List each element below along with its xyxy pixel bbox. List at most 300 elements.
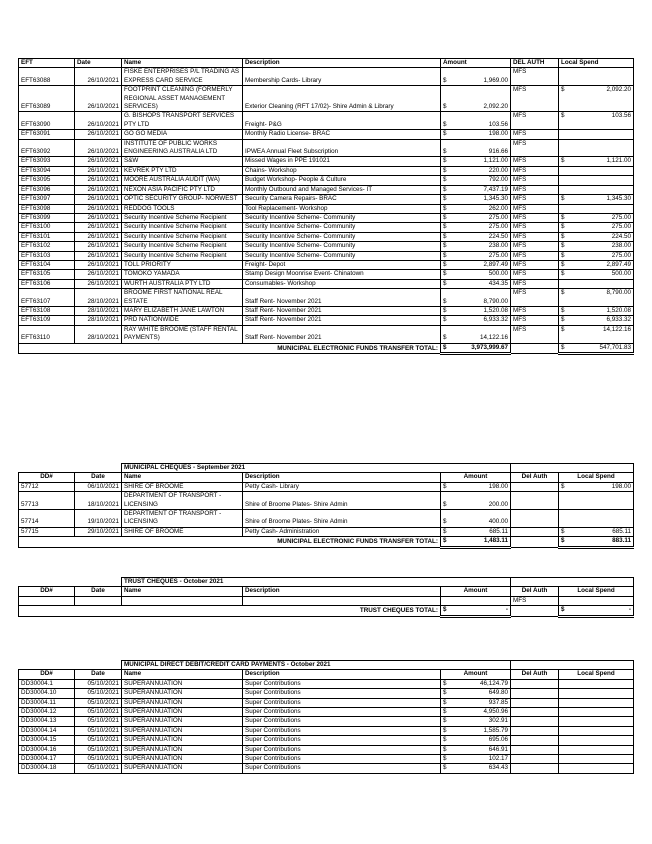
- amount: [441, 270, 511, 279]
- description: Super Contributions: [243, 745, 441, 754]
- section-title: TRUST CHEQUES - October 2021: [122, 578, 511, 587]
- eft-id: EFT63088: [19, 68, 75, 86]
- debit-id: DD30004.13: [19, 717, 75, 726]
- eft-id: EFT63097: [19, 195, 75, 204]
- description: Consumables- Workshop: [243, 279, 441, 288]
- del-auth: MFS: [511, 251, 559, 260]
- total-row: [19, 343, 634, 353]
- payee-name: S&W: [122, 157, 243, 166]
- eft-id: EFT63089: [19, 86, 75, 112]
- del-auth: MFS: [511, 139, 559, 157]
- currency-symbol: $: [443, 679, 447, 687]
- amount: [441, 708, 511, 717]
- table-row: [19, 130, 634, 139]
- payee-name: FOOTPRINT CLEANING (FORMERLY REGIONAL ASSET MANAGEMENT SERVICES): [122, 86, 243, 112]
- amount: [441, 527, 511, 536]
- table-row: [19, 316, 634, 325]
- description: Security Incentive Scheme- Community: [243, 242, 441, 251]
- total-row: [19, 537, 634, 547]
- local-spend-value: 198.00: [611, 482, 631, 490]
- amount-value: 400.00: [488, 518, 508, 526]
- date: 05/10/2021: [75, 755, 122, 764]
- payee-name: DEPARTMENT OF TRANSPORT - LICENSING: [122, 492, 243, 510]
- debit-id: DD30004.16: [19, 745, 75, 754]
- total-local-value: 547,701.83: [599, 343, 631, 351]
- del-auth: MFS: [511, 204, 559, 213]
- amount-value: 4,950.96: [483, 708, 508, 716]
- del-auth: MFS: [511, 242, 559, 251]
- payee-name: INSTITUTE OF PUBLIC WORKS ENGINEERING AUSTRALIA LTD: [122, 139, 243, 157]
- description: Monthly Outbound and Managed Services- IT: [243, 185, 441, 194]
- amount: [441, 306, 511, 315]
- description: Exterior Cleaning (RFT 17/02)- Shire Admin & Library: [243, 86, 441, 112]
- currency-symbol: $: [443, 76, 447, 84]
- trust-section: [18, 577, 634, 618]
- payee-name: TOLL PRIORITY: [122, 260, 243, 269]
- payee-name: MOORE AUSTRALIA AUDIT (WA): [122, 176, 243, 185]
- description: Petty Cash- Library: [243, 482, 441, 491]
- eft-id: EFT63105: [19, 270, 75, 279]
- local-spend: [559, 213, 634, 222]
- description: Staff Rent- November 2021: [243, 325, 441, 343]
- currency-symbol: $: [443, 166, 447, 174]
- amount-value: 434.35: [488, 279, 508, 287]
- date: 29/10/2021: [75, 527, 122, 536]
- del-auth: MFS: [511, 325, 559, 343]
- table-row: [19, 251, 634, 260]
- payee-name: G. BISHOPS TRANSPORT SERVICES PTY LTD: [122, 112, 243, 130]
- local-spend-value: 500.00: [611, 270, 631, 278]
- local-spend: [559, 316, 634, 325]
- currency-symbol: $: [443, 176, 447, 184]
- local-spend-value: 2,092.20: [606, 86, 631, 94]
- table-row: [19, 745, 634, 754]
- del-auth: [511, 482, 559, 491]
- payee-name: TOMOKO YAMADA: [122, 270, 243, 279]
- currency-symbol: $: [443, 223, 447, 231]
- column-header: Description: [243, 59, 441, 68]
- del-auth: MFS: [511, 176, 559, 185]
- debit-id: DD30004.11: [19, 698, 75, 707]
- description: Super Contributions: [243, 755, 441, 764]
- amount: [441, 482, 511, 491]
- table-row: [19, 86, 634, 112]
- column-header: Name: [122, 59, 243, 68]
- currency-symbol: $: [561, 157, 565, 165]
- payee-name: Security Incentive Scheme Recipient: [122, 242, 243, 251]
- column-header: Local Spend: [559, 59, 634, 68]
- local-spend: [559, 289, 634, 307]
- local-spend-value: 275.00: [611, 213, 631, 221]
- date: 26/10/2021: [75, 223, 122, 232]
- description: Super Contributions: [243, 764, 441, 773]
- column-header: DEL AUTH: [511, 59, 559, 68]
- currency-symbol: $: [443, 689, 447, 697]
- eft-section: [18, 58, 634, 355]
- table-row: [19, 510, 634, 528]
- amount-value: 275.00: [488, 213, 508, 221]
- local-spend: [559, 527, 634, 536]
- total-row: [19, 606, 634, 616]
- total-amount-value: -: [505, 606, 509, 614]
- table-row: [19, 708, 634, 717]
- del-auth: MFS: [511, 279, 559, 288]
- currency-symbol: $: [443, 500, 447, 508]
- amount: [441, 689, 511, 698]
- eft-id: EFT63109: [19, 316, 75, 325]
- debit-section: [18, 660, 634, 774]
- amount: [441, 260, 511, 269]
- eft-id: EFT63090: [19, 112, 75, 130]
- eft-id: EFT63102: [19, 242, 75, 251]
- total-local: [559, 537, 634, 547]
- currency-symbol: $: [443, 518, 447, 526]
- local-spend: [559, 510, 634, 528]
- eft-id: EFT63099: [19, 213, 75, 222]
- total-local: [559, 343, 634, 353]
- total-local: [559, 606, 634, 616]
- del-auth: MFS: [511, 270, 559, 279]
- amount-value: 646.91: [488, 745, 508, 753]
- payee-name: OPTIC SECURITY GROUP- NORWEST: [122, 195, 243, 204]
- currency-symbol: $: [561, 306, 565, 314]
- currency-symbol: $: [443, 726, 447, 734]
- amount: [441, 195, 511, 204]
- table-row: [19, 112, 634, 130]
- description: Stamp Design Moonrise Event- Chinatown: [243, 270, 441, 279]
- date: 26/10/2021: [75, 176, 122, 185]
- debit-id: DD30004.1: [19, 679, 75, 688]
- amount-value: 1,585.79: [483, 726, 508, 734]
- date: 26/10/2021: [75, 270, 122, 279]
- local-spend: [559, 251, 634, 260]
- currency-symbol: $: [443, 736, 447, 744]
- currency-symbol: $: [561, 527, 565, 535]
- amount: [441, 736, 511, 745]
- table-row: [19, 213, 634, 222]
- date: 26/10/2021: [75, 279, 122, 288]
- column-header: Amount: [441, 670, 511, 679]
- del-auth: MFS: [511, 213, 559, 222]
- currency-symbol: $: [561, 537, 565, 545]
- description: Super Contributions: [243, 698, 441, 707]
- date: 05/10/2021: [75, 764, 122, 773]
- currency-symbol: $: [443, 130, 447, 138]
- del-auth: [511, 736, 559, 745]
- local-spend: [559, 68, 634, 86]
- table-row: [19, 270, 634, 279]
- amount: [441, 325, 511, 343]
- currency-symbol: $: [561, 482, 565, 490]
- date: 26/10/2021: [75, 139, 122, 157]
- amount-value: 1,520.08: [483, 306, 508, 314]
- currency-symbol: $: [443, 157, 447, 165]
- payee-name: SUPERANNUATION: [122, 698, 243, 707]
- amount-value: 238.00: [488, 242, 508, 250]
- currency-symbol: $: [443, 297, 447, 305]
- description: Super Contributions: [243, 689, 441, 698]
- cheque-id: 57713: [19, 492, 75, 510]
- currency-symbol: $: [561, 223, 565, 231]
- date: 28/10/2021: [75, 316, 122, 325]
- description: Petty Cash- Administration: [243, 527, 441, 536]
- section-title-row: [19, 661, 634, 670]
- eft-id: EFT63106: [19, 279, 75, 288]
- date: 28/10/2021: [75, 289, 122, 307]
- eft-id: EFT63103: [19, 251, 75, 260]
- amount-value: 1,345.30: [483, 195, 508, 203]
- spacer: [511, 537, 559, 547]
- local-spend-value: 14,122.16: [602, 325, 631, 333]
- column-header: Amount: [441, 473, 511, 482]
- empty-cell: [243, 596, 441, 605]
- table-row: [19, 176, 634, 185]
- date: 05/10/2021: [75, 745, 122, 754]
- date: 28/10/2021: [75, 306, 122, 315]
- spacer: [19, 464, 122, 473]
- date: 05/10/2021: [75, 726, 122, 735]
- currency-symbol: $: [443, 213, 447, 221]
- eft-id: EFT63094: [19, 166, 75, 175]
- date: 26/10/2021: [75, 204, 122, 213]
- del-auth: MFS: [511, 185, 559, 194]
- currency-symbol: $: [443, 148, 447, 156]
- payee-name: Security Incentive Scheme Recipient: [122, 223, 243, 232]
- amount: [441, 204, 511, 213]
- total-label: TRUST CHEQUES TOTAL:: [19, 606, 441, 616]
- table-row: [19, 242, 634, 251]
- date: 26/10/2021: [75, 213, 122, 222]
- payee-name: SUPERANNUATION: [122, 689, 243, 698]
- description: Staff Rent- November 2021: [243, 316, 441, 325]
- header-row: [19, 587, 634, 596]
- amount: [441, 130, 511, 139]
- local-spend-value: 224.50: [611, 232, 631, 240]
- description: Monthly Radio License- BRAC: [243, 130, 441, 139]
- date: 05/10/2021: [75, 689, 122, 698]
- total-label: MUNICIPAL ELECTRONIC FUNDS TRANSFER TOTAL:: [19, 343, 441, 353]
- description: Super Contributions: [243, 679, 441, 688]
- table-row: [19, 325, 634, 343]
- currency-symbol: $: [561, 232, 565, 240]
- amount-value: 685.11: [489, 527, 508, 535]
- table-row: [19, 185, 634, 194]
- date: 26/10/2021: [75, 195, 122, 204]
- eft-id: EFT63104: [19, 260, 75, 269]
- currency-symbol: $: [443, 279, 447, 287]
- local-spend: [559, 112, 634, 130]
- del-auth: [511, 698, 559, 707]
- column-header: EFT: [19, 59, 75, 68]
- currency-symbol: $: [561, 112, 565, 120]
- currency-symbol: $: [443, 717, 447, 725]
- del-auth: MFS: [511, 195, 559, 204]
- local-spend: [559, 736, 634, 745]
- del-auth: [511, 726, 559, 735]
- column-header: Local Spend: [559, 670, 634, 679]
- local-spend: [559, 745, 634, 754]
- currency-symbol: $: [443, 527, 447, 535]
- amount: [441, 139, 511, 157]
- section-title: MUNICIPAL DIRECT DEBIT/CREDIT CARD PAYMENTS - October 2021: [122, 661, 511, 670]
- total-label: MUNICIPAL ELECTRONIC FUNDS TRANSFER TOTAL:: [19, 537, 441, 547]
- del-auth: [511, 764, 559, 773]
- description: Security Incentive Scheme- Community: [243, 232, 441, 241]
- del-auth: MFS: [511, 316, 559, 325]
- table-row: [19, 726, 634, 735]
- cheque-id: 57715: [19, 527, 75, 536]
- cheque-id: 57712: [19, 482, 75, 491]
- amount: [441, 185, 511, 194]
- amount: [441, 251, 511, 260]
- empty-cell: [19, 596, 75, 605]
- total-amount: [441, 343, 511, 353]
- date: 05/10/2021: [75, 717, 122, 726]
- del-auth: MFS: [511, 260, 559, 269]
- amount: [441, 492, 511, 510]
- local-spend: [559, 482, 634, 491]
- local-spend: [559, 325, 634, 343]
- date: 19/10/2021: [75, 510, 122, 528]
- payee-name: KEVREK PTY LTD: [122, 166, 243, 175]
- total-amount: [441, 606, 511, 616]
- description: Tool Replacement- Workshop: [243, 204, 441, 213]
- header-row: [19, 59, 634, 68]
- description: Security Incentive Scheme- Community: [243, 251, 441, 260]
- del-auth: [511, 717, 559, 726]
- payee-name: SUPERANNUATION: [122, 764, 243, 773]
- amount-value: 7,437.19: [483, 185, 508, 193]
- currency-symbol: $: [443, 334, 447, 342]
- currency-symbol: $: [443, 195, 447, 203]
- del-auth: [511, 745, 559, 754]
- trust-table: [18, 577, 634, 618]
- description: Security Camera Repairs- BRAC: [243, 195, 441, 204]
- description: Chains- Workshop: [243, 166, 441, 175]
- local-spend: [559, 270, 634, 279]
- amount: [441, 279, 511, 288]
- del-auth: MFS: [511, 157, 559, 166]
- currency-symbol: $: [443, 482, 447, 490]
- amount: [441, 764, 511, 773]
- local-spend: [559, 306, 634, 315]
- table-row: [19, 764, 634, 773]
- description: Super Contributions: [243, 736, 441, 745]
- amount: [441, 223, 511, 232]
- local-spend-value: 685.11: [612, 527, 631, 535]
- description: Super Contributions: [243, 726, 441, 735]
- table-row: [19, 260, 634, 269]
- payee-name: SUPERANNUATION: [122, 736, 243, 745]
- table-row: [19, 195, 634, 204]
- amount: [441, 213, 511, 222]
- currency-symbol: $: [561, 270, 565, 278]
- local-spend: [559, 157, 634, 166]
- column-header: Date: [75, 587, 122, 596]
- currency-symbol: $: [443, 537, 447, 545]
- amount: [441, 242, 511, 251]
- del-auth: MFS: [511, 232, 559, 241]
- description: Shire of Broome Plates- Shire Admin: [243, 510, 441, 528]
- table-row: [19, 157, 634, 166]
- spacer: [511, 606, 559, 616]
- debit-id: DD30004.14: [19, 726, 75, 735]
- currency-symbol: $: [443, 260, 447, 268]
- amount: [441, 316, 511, 325]
- amount: [441, 232, 511, 241]
- table-row: [19, 755, 634, 764]
- local-spend-value: 6,933.32: [606, 316, 631, 324]
- empty-cell: [559, 596, 634, 605]
- del-auth: MFS: [511, 130, 559, 139]
- amount: [441, 717, 511, 726]
- local-spend: [559, 689, 634, 698]
- amount: [441, 112, 511, 130]
- local-spend-value: 8,790.00: [606, 289, 631, 297]
- spacer: [511, 578, 634, 587]
- description: Membership Cards- Library: [243, 68, 441, 86]
- payee-name: SUPERANNUATION: [122, 708, 243, 717]
- table-row: [19, 223, 634, 232]
- date: 26/10/2021: [75, 232, 122, 241]
- currency-symbol: $: [443, 306, 447, 314]
- currency-symbol: $: [443, 242, 447, 250]
- payee-name: Security Incentive Scheme Recipient: [122, 251, 243, 260]
- currency-symbol: $: [561, 289, 565, 297]
- column-header: Del Auth: [511, 587, 559, 596]
- payee-name: NEXON ASIA PACIFIC PTY LTD: [122, 185, 243, 194]
- currency-symbol: $: [561, 86, 565, 94]
- payee-name: FISKE ENTERPRISES P/L TRADING AS EXPRESS CARD SERVICE: [122, 68, 243, 86]
- section-title-row: [19, 578, 634, 587]
- date: 26/10/2021: [75, 112, 122, 130]
- local-spend: [559, 232, 634, 241]
- amount: [441, 176, 511, 185]
- description: IPWEA Annual Fleet Subscription: [243, 139, 441, 157]
- eft-table: [18, 58, 634, 355]
- currency-symbol: $: [443, 103, 447, 111]
- del-auth: [511, 492, 559, 510]
- del-auth: [511, 527, 559, 536]
- currency-symbol: $: [561, 251, 565, 259]
- eft-id: EFT63091: [19, 130, 75, 139]
- section-title-row: [19, 464, 634, 473]
- local-spend: [559, 242, 634, 251]
- currency-symbol: $: [443, 204, 447, 212]
- eft-id: EFT63095: [19, 176, 75, 185]
- payee-name: SHIRE OF BROOME: [122, 527, 243, 536]
- amount-value: 1,121.00: [483, 157, 508, 165]
- amount: [441, 86, 511, 112]
- column-header: Date: [75, 473, 122, 482]
- currency-symbol: $: [443, 270, 447, 278]
- column-header: Description: [243, 670, 441, 679]
- date: 18/10/2021: [75, 492, 122, 510]
- currency-symbol: $: [561, 343, 565, 351]
- eft-id: EFT63107: [19, 289, 75, 307]
- eft-id: EFT63108: [19, 306, 75, 315]
- payee-name: DEPARTMENT OF TRANSPORT - LICENSING: [122, 510, 243, 528]
- currency-symbol: $: [443, 606, 447, 614]
- amount: [441, 510, 511, 528]
- amount-value: 46,124.79: [479, 679, 508, 687]
- total-local-value: 883.11: [612, 537, 631, 545]
- debit-id: DD30004.12: [19, 708, 75, 717]
- payee-name: SUPERANNUATION: [122, 679, 243, 688]
- description: Staff Rent- November 2021: [243, 289, 441, 307]
- description: Shire of Broome Plates- Shire Admin: [243, 492, 441, 510]
- del-auth: MFS: [511, 86, 559, 112]
